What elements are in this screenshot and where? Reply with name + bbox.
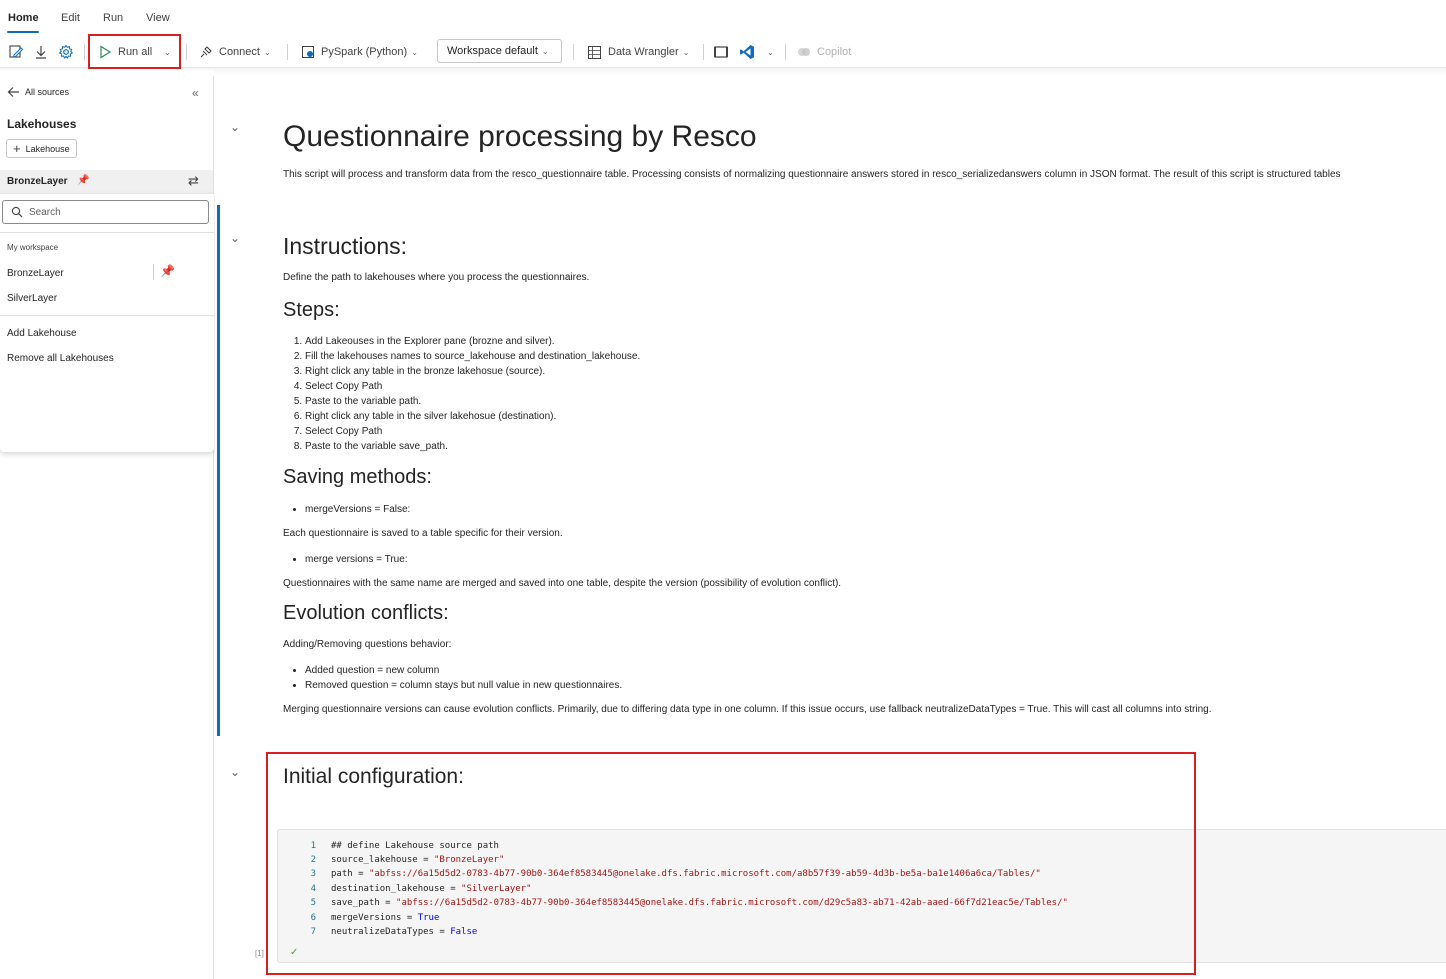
code-line-neutralize-data-types: neutralizeDataTypes = False <box>331 927 478 937</box>
evolution-text: Adding/Removing questions behavior: <box>283 639 452 650</box>
lakehouse-item-bronze[interactable]: BronzeLayer <box>7 268 64 279</box>
code-line-save-path: save_path = "abfss://6a15d5d2-0783-4b77-90b0-364ef8583445@onelake.dfs.fabric.microsoft.com/d29c5a83-ab71-42ab-aaed-66f7d21eac5e/Tables/" <box>331 898 1068 908</box>
tab-home[interactable]: Home <box>8 12 39 24</box>
tab-view[interactable]: View <box>146 12 170 24</box>
line-number: 1 <box>310 841 316 851</box>
switch-lakehouse-icon[interactable]: ⇄ <box>188 173 199 188</box>
list-item: 7. Select Copy Path <box>305 424 640 439</box>
all-sources-link[interactable]: All sources <box>7 86 69 98</box>
lakehouse-selector[interactable] <box>0 170 213 194</box>
list-item: 1. Add Lakeouses in the Explorer pane (brozne and silver). <box>305 334 640 349</box>
run-all-dropdown[interactable]: ⌄ <box>164 47 171 57</box>
intro-text: This script will process and transform data from the resco_questionnaire table. Processing consists of normalizing questionnaire answers stored in resco_serializedanswers column in JSON format. The result of this script is structured tables <box>283 169 1341 180</box>
fullscreen-icon[interactable] <box>713 36 729 68</box>
pin-icon[interactable]: 📌 <box>160 264 175 278</box>
workspace-section-label: My workspace <box>7 243 59 252</box>
list-item: • Removed question = column stays but null value in new questionnaires. <box>305 678 622 693</box>
list-item: • Added question = new column <box>305 663 622 678</box>
download-icon[interactable] <box>33 36 49 68</box>
instructions-heading: Instructions: <box>283 233 407 259</box>
line-number: 2 <box>310 855 316 865</box>
saving-text-1: Each questionnaire is saved to a table specific for their version. <box>283 528 563 539</box>
code-cell[interactable] <box>277 829 1446 963</box>
connect-button[interactable]: Connect ⌄ <box>199 36 271 68</box>
evolution-conflicts-heading: Evolution conflicts: <box>283 602 449 624</box>
saving-methods-heading: Saving methods: <box>283 466 432 488</box>
collapse-cell-chevron-icon[interactable]: ⌄ <box>230 231 241 245</box>
add-lakehouse-button[interactable]: + Lakehouse <box>6 139 77 158</box>
language-selector[interactable]: PySpark (Python) ⌄ <box>301 36 418 68</box>
notebook-title: Questionnaire processing by Resco <box>283 120 757 153</box>
lakehouses-heading: Lakehouses <box>7 117 77 131</box>
list-item: 2. Fill the lakehouses names to source_lakehouse and destination_lakehouse. <box>305 349 640 364</box>
line-number: 5 <box>310 898 316 908</box>
pin-icon[interactable]: 📌 <box>77 175 90 186</box>
execution-count: [1] <box>255 949 264 958</box>
line-number: 6 <box>310 913 316 923</box>
code-line-merge-versions: mergeVersions = True <box>331 913 440 923</box>
spark-language-icon <box>301 45 315 59</box>
code-line-destination-lakehouse: destination_lakehouse = "SilverLayer" <box>331 884 532 894</box>
list-item: • merge versions = True: <box>305 552 408 567</box>
environment-selector[interactable]: Workspace default ⌄ <box>437 39 562 63</box>
copilot-button[interactable]: Copilot <box>797 36 851 68</box>
ribbon-toolbar <box>0 36 1446 68</box>
list-item: 6. Right click any table in the silver lakehosue (destination). <box>305 409 640 424</box>
execution-success-check-icon: ✓ <box>290 947 299 958</box>
code-line-comment: ## define Lakehouse source path <box>331 841 499 851</box>
collapse-cell-chevron-icon[interactable]: ⌄ <box>230 765 241 779</box>
notebook-canvas <box>215 68 1446 979</box>
evolution-bullet-list <box>283 663 622 693</box>
active-tab-indicator <box>7 31 39 33</box>
collapse-pane-icon[interactable]: « <box>192 86 199 100</box>
instructions-text: Define the path to lakehouses where you process the questionnaires. <box>283 272 590 283</box>
evolution-note: Merging questionnaire versions can cause evolution conflicts. Primarily, due to differing data type in one column. If this issue occurs, use fallback neutralizeDataTypes = True. This will cast all columns into string. <box>283 704 1212 715</box>
line-number: 3 <box>310 869 316 879</box>
active-cell-indicator <box>217 205 220 736</box>
line-number: 4 <box>310 884 316 894</box>
settings-gear-icon[interactable] <box>58 36 74 68</box>
lakehouse-item-silver[interactable]: SilverLayer <box>7 293 58 304</box>
lakehouse-dropdown <box>0 194 214 452</box>
run-all-highlight <box>88 34 181 69</box>
data-wrangler-button[interactable]: Data Wrangler ⌄ <box>587 36 689 68</box>
copilot-icon <box>797 45 811 59</box>
back-arrow-icon <box>7 86 20 98</box>
search-input[interactable]: Search <box>2 200 209 224</box>
data-wrangler-icon <box>587 45 602 60</box>
add-lakehouse-item[interactable]: Add Lakehouse <box>7 328 77 339</box>
run-all-label: Run all <box>118 46 153 58</box>
steps-heading: Steps: <box>283 299 340 321</box>
edit-notebook-icon[interactable] <box>8 36 24 68</box>
saving-text-2: Questionnaires with the same name are merged and saved into one table, despite the version (possibility of evolution conflict). <box>283 578 842 589</box>
collapse-cell-chevron-icon[interactable]: ⌄ <box>230 120 241 134</box>
remove-all-lakehouses-item[interactable]: Remove all Lakehouses <box>7 353 114 364</box>
list-item: 4. Select Copy Path <box>305 379 640 394</box>
vscode-dropdown[interactable]: ⌄ <box>767 47 774 57</box>
menu-bar <box>0 0 1446 36</box>
selected-lakehouse-name: BronzeLayer <box>7 176 68 187</box>
tab-run[interactable]: Run <box>103 12 124 24</box>
vscode-icon[interactable] <box>739 36 755 68</box>
explorer-pane <box>0 76 214 979</box>
initial-configuration-heading: Initial configuration: <box>283 765 464 788</box>
code-line-path: path = "abfss://6a15d5d2-0783-4b77-90b0-364ef8583445@onelake.dfs.fabric.microsoft.com/a8b57f39-ab59-4d3b-be5a-ba1e1406a6ca/Tables/" <box>331 869 1041 879</box>
list-item: 3. Right click any table in the bronze lakehosue (source). <box>305 364 640 379</box>
list-item: 5. Paste to the variable path. <box>305 394 640 409</box>
search-icon <box>11 206 23 218</box>
plug-icon <box>199 45 213 59</box>
line-number: 7 <box>310 927 316 937</box>
code-line-source-lakehouse: source_lakehouse = "BronzeLayer" <box>331 855 505 865</box>
plus-icon: + <box>13 141 21 156</box>
list-item: 8. Paste to the variable save_path. <box>305 439 640 454</box>
list-item: • mergeVersions = False: <box>305 502 410 517</box>
tab-edit[interactable]: Edit <box>61 12 80 24</box>
saving-bullet-list-2 <box>283 552 408 567</box>
steps-list <box>283 334 640 454</box>
saving-bullet-list-1 <box>283 502 410 517</box>
